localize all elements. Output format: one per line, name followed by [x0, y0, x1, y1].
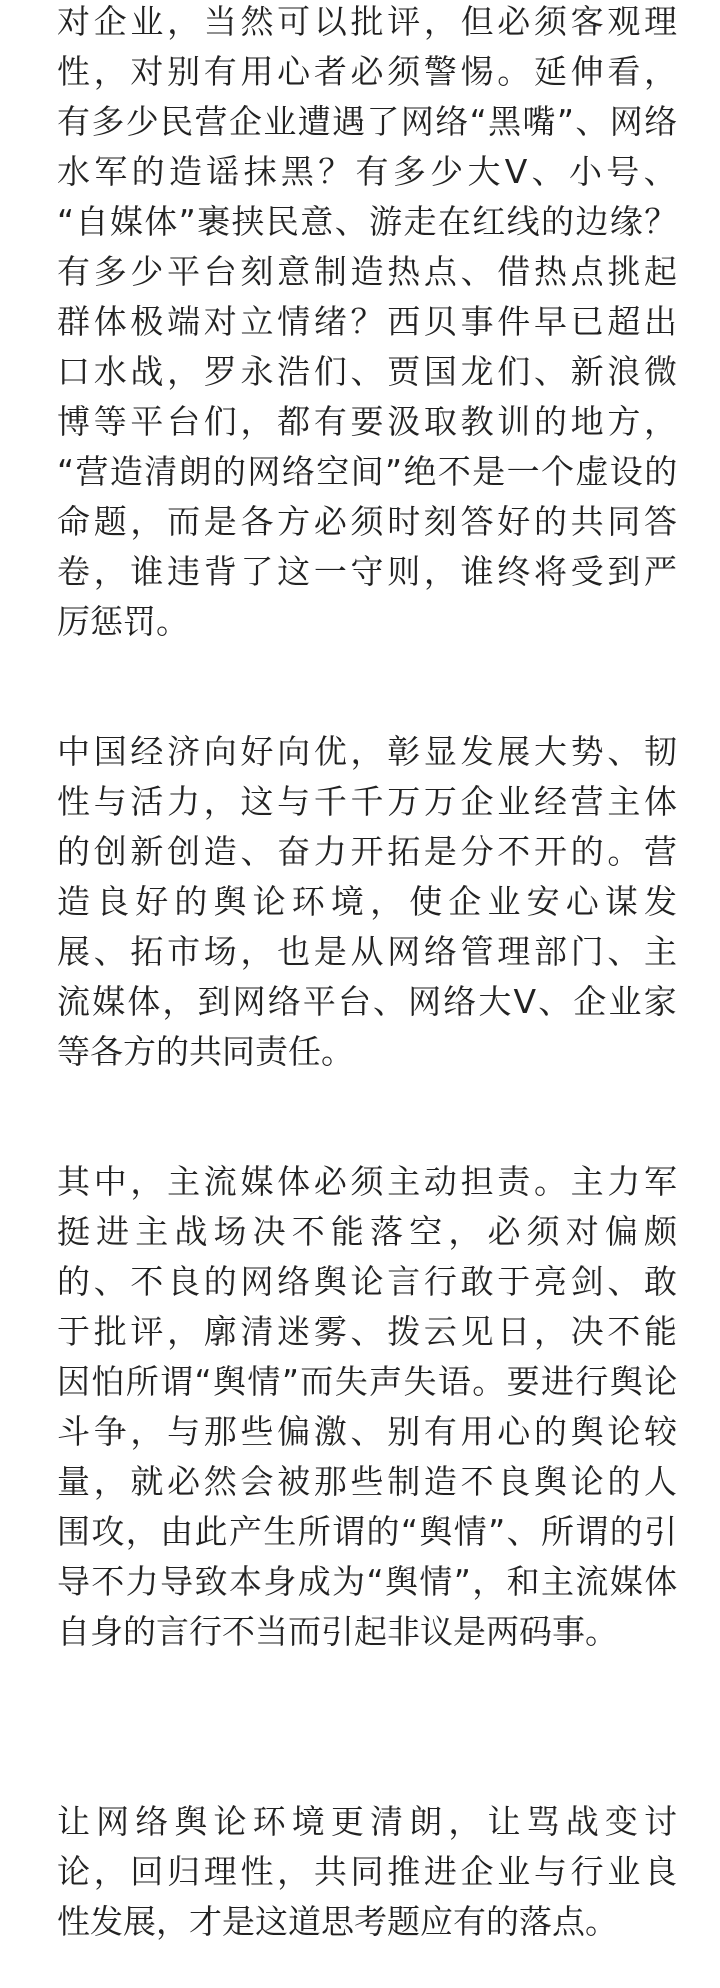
text-line: 有多少平台刻意制造热点、借热点挑起 [57, 252, 681, 291]
text-line: 导不力导致本身成为“舆情”，和主流媒体 [57, 1562, 679, 1601]
text-line: 口水战，罗永浩们、贾国龙们、新浪微 [57, 352, 681, 391]
text-line: 厉惩罚。 [57, 602, 189, 641]
text-line: “自媒体”裹挟民意、游走在红线的边缘？ [57, 202, 679, 241]
text-line: 挺进主战场决不能落空，必须对偏颇 [57, 1212, 684, 1251]
text-line: 造良好的舆论环境，使企业安心谋发 [57, 882, 684, 921]
text-line: 性，对别有用心者必须警惕。延伸看， [57, 52, 681, 91]
text-line: 中国经济向好向优，彰显发展大势、韧 [57, 732, 681, 771]
text-line: 流媒体，到网络平台、网络大V、企业家 [57, 982, 679, 1021]
text-line: 水军的造谣抹黑？有多少大V、小号、 [57, 152, 681, 191]
text-line: 博等平台们，都有要汲取教训的地方， [57, 402, 681, 441]
text-line: 群体极端对立情绪？西贝事件早已超出 [57, 302, 681, 341]
text-line: 让网络舆论环境更清朗，让骂战变讨 [57, 1802, 684, 1841]
text-line: 对企业，当然可以批评，但必须客观理 [57, 2, 681, 41]
text-line: “营造清朗的网络空间”绝不是一个虚设的 [57, 452, 679, 491]
text-line: 卷，谁违背了这一守则，谁终将受到严 [57, 552, 681, 591]
text-line: 量，就必然会被那些制造不良舆论的人 [57, 1462, 681, 1501]
text-line: 其中，主流媒体必须主动担责。主力军 [57, 1162, 681, 1201]
text-line: 斗争，与那些偏激、别有用心的舆论较 [57, 1412, 681, 1451]
text-line: 等各方的共同责任。 [57, 1032, 354, 1071]
text-line: 因怕所谓“舆情”而失声失语。要进行舆论 [57, 1362, 679, 1401]
text-line: 围攻，由此产生所谓的“舆情”、所谓的引 [57, 1512, 679, 1551]
text-line: 有多少民营企业遭遇了网络“黑嘴”、网络 [57, 102, 679, 141]
text-line: 的创新创造、奋力开拓是分不开的。营 [57, 832, 681, 871]
text-line: 论，回归理性，共同推进企业与行业良 [57, 1852, 681, 1891]
text-line: 展、拓市场，也是从网络管理部门、主 [57, 932, 681, 971]
text-line: 命题，而是各方必须时刻答好的共同答 [57, 502, 681, 541]
text-line: 性发展，才是这道思考题应有的落点。 [57, 1902, 618, 1941]
text-line: 自身的言行不当而引起非议是两码事。 [57, 1612, 618, 1651]
text-line: 于批评，廓清迷雾、拨云见日，决不能 [57, 1312, 681, 1351]
text-line: 的、不良的网络舆论言行敢于亮剑、敢 [57, 1262, 681, 1301]
text-line: 性与活力，这与千千万万企业经营主体 [57, 782, 681, 821]
